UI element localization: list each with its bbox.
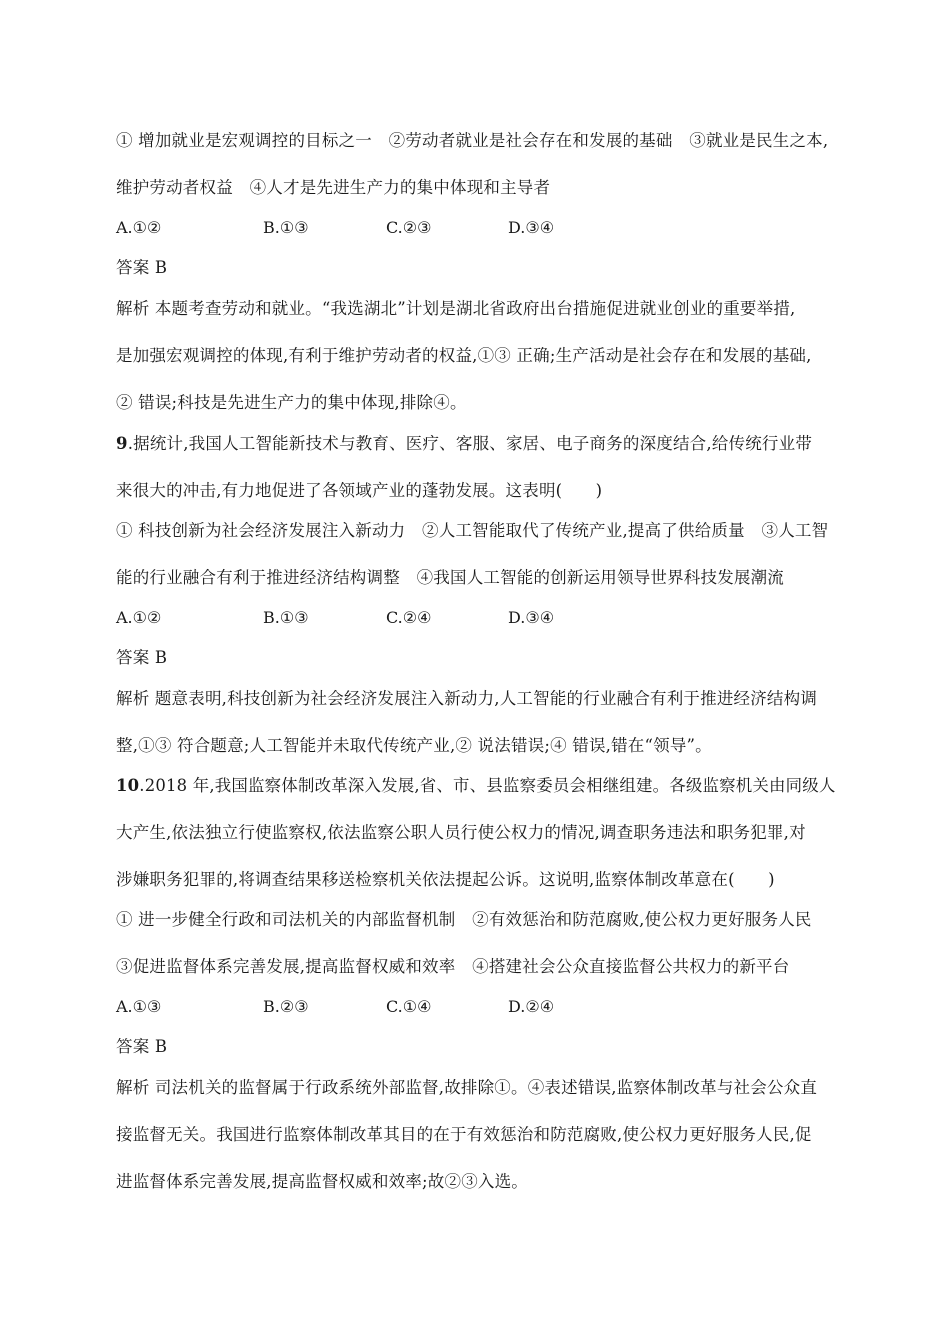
q9-stem-line-1 xyxy=(116,434,812,454)
q10-answer: 答案 B xyxy=(116,1037,168,1056)
q8-analysis-line-2: 是加强宏观调控的体现,有利于维护劳动者的权益,①③ 正确;生产活动是社会存在和发展的基础, xyxy=(116,346,812,365)
q10-statement-line-2: ③促进监督体系完善发展,提高监督权威和效率 ④搭建社会公众直接监督公共权力的新平台 xyxy=(116,957,790,976)
q8-statement-line-2: 维护劳动者权益 ④人才是先进生产力的集中体现和主导者 xyxy=(116,178,551,197)
q8-option-a: A.①② xyxy=(116,218,162,237)
q8-analysis-line-3: ② 错误;科技是先进生产力的集中体现,排除④。 xyxy=(116,393,467,412)
q10-option-b: B.②③ xyxy=(263,997,309,1016)
q10-option-a: A.①③ xyxy=(116,997,162,1016)
q9-stem-text: .据统计,我国人工智能新技术与教育、医疗、客服、家居、电子商务的深度结合,给传统行业带 xyxy=(127,434,813,453)
q9-analysis-line-1: 解析 题意表明,科技创新为社会经济发展注入新动力,人工智能的行业融合有利于推进经济结构调 xyxy=(116,689,818,708)
q9-number: 9 xyxy=(116,434,128,453)
q8-option-b: B.①③ xyxy=(263,218,309,237)
q10-stem-line-3: 涉嫌职务犯罪的,将调查结果移送检察机关依法提起公诉。这说明,监察体制改革意在( ) xyxy=(116,870,775,889)
q8-analysis-line-1: 解析 本题考查劳动和就业。“我选湖北”计划是湖北省政府出台措施促进就业创业的重要举措, xyxy=(116,299,796,318)
q9-option-c: C.②④ xyxy=(386,608,432,627)
q8-answer: 答案 B xyxy=(116,258,168,277)
q9-answer: 答案 B xyxy=(116,648,168,667)
q10-stem-line-1 xyxy=(116,776,836,796)
q10-option-d: D.②④ xyxy=(508,997,555,1016)
q8-option-c: C.②③ xyxy=(386,218,432,237)
q9-options xyxy=(116,608,816,628)
q8-statement-line-1: ① 增加就业是宏观调控的目标之一 ②劳动者就业是社会存在和发展的基础 ③就业是民生之本, xyxy=(116,131,829,150)
q10-number: 10 xyxy=(116,776,140,795)
q10-statement-line-1: ① 进一步健全行政和司法机关的内部监督机制 ②有效惩治和防范腐败,使公权力更好服务人民 xyxy=(116,910,812,929)
q10-analysis-line-1: 解析 司法机关的监督属于行政系统外部监督,故排除①。④表述错误,监察体制改革与社会公众直 xyxy=(116,1078,818,1097)
q10-options xyxy=(116,997,816,1017)
q8-options xyxy=(116,218,816,238)
q10-analysis-line-2: 接监督无关。我国进行监察体制改革其目的在于有效惩治和防范腐败,使公权力更好服务人民,促 xyxy=(116,1125,812,1144)
q9-stem-line-2: 来很大的冲击,有力地促进了各领域产业的蓬勃发展。这表明( ) xyxy=(116,481,603,500)
q9-option-b: B.①③ xyxy=(263,608,309,627)
q8-option-d: D.③④ xyxy=(508,218,555,237)
q9-statement-line-1: ① 科技创新为社会经济发展注入新动力 ②人工智能取代了传统产业,提高了供给质量 ③人工智 xyxy=(116,521,829,540)
q10-stem-line-2: 大产生,依法独立行使监察权,依法监察公职人员行使公权力的情况,调查职务违法和职务犯罪,对 xyxy=(116,823,806,842)
q9-analysis-line-2: 整,①③ 符合题意;人工智能并未取代传统产业,② 说法错误;④ 错误,错在“领导”。 xyxy=(116,736,712,755)
q9-option-d: D.③④ xyxy=(508,608,555,627)
q10-stem-text: .2018 年,我国监察体制改革深入发展,省、市、县监察委员会相继组建。各级监察机关由同级人 xyxy=(139,776,836,795)
q10-analysis-line-3: 进监督体系完善发展,提高监督权威和效率;故②③入选。 xyxy=(116,1172,529,1191)
q10-option-c: C.①④ xyxy=(386,997,432,1016)
q9-statement-line-2: 能的行业融合有利于推进经济结构调整 ④我国人工智能的创新运用领导世界科技发展潮流 xyxy=(116,568,784,587)
q9-option-a: A.①② xyxy=(116,608,162,627)
